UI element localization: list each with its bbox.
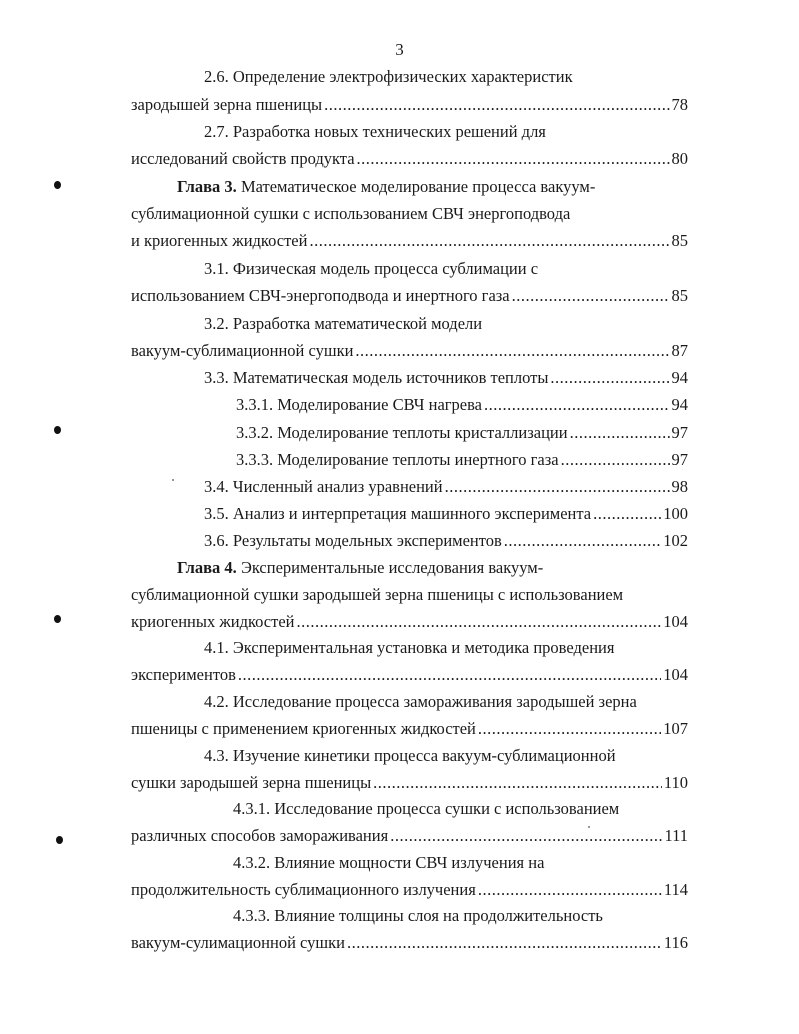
toc-page-number: 102 xyxy=(663,531,688,550)
scan-hole-mark xyxy=(54,615,61,623)
chapter-title: Экспериментальные исследования вакуум- xyxy=(236,558,544,577)
toc-entry-chapter-3 xyxy=(131,230,688,252)
toc-page-number: 110 xyxy=(663,773,688,792)
toc-entry-4-2-line-1: 4.2. Исследование процесса замораживания зародышей зерна xyxy=(204,692,637,711)
dot-leader xyxy=(593,503,661,525)
scan-hole-mark xyxy=(54,181,61,189)
toc-page-number: 97 xyxy=(671,423,688,442)
dot-leader xyxy=(445,476,670,498)
chapter-4-heading xyxy=(177,557,543,579)
dot-leader xyxy=(355,340,669,362)
dot-leader xyxy=(561,449,670,471)
toc-entry-3-2 xyxy=(131,340,688,362)
toc-entry-3-1-line-1: 3.1. Физическая модель процесса сублимации с xyxy=(204,259,539,278)
toc-entry-3-1 xyxy=(131,285,688,307)
dot-leader xyxy=(357,148,670,170)
toc-page-number: 100 xyxy=(663,504,688,523)
toc-entry-4-3-1 xyxy=(131,825,688,847)
toc-entry-title: экспериментов xyxy=(131,665,236,684)
toc-entry-title: сушки зародышей зерна пшеницы xyxy=(131,773,372,792)
toc-entry-3-4 xyxy=(204,476,688,498)
toc-entry-3-6 xyxy=(204,530,688,552)
chapter-label: Глава 3. xyxy=(177,177,237,196)
toc-entry-title: продолжительность сублимационного излучения xyxy=(131,880,476,899)
toc-page-number: 94 xyxy=(671,368,688,387)
toc-entry-4-1-line-1: 4.1. Экспериментальная установка и методика проведения xyxy=(204,638,615,657)
toc-entry-2-7-line-1: 2.7. Разработка новых технических решений для xyxy=(204,122,546,141)
toc-entry-title: различных способов замораживания xyxy=(131,826,389,845)
toc-entry-title: пшеницы с применением криогенных жидкостей xyxy=(131,719,476,738)
chapter-label: Глава 4. xyxy=(177,558,237,577)
toc-entry-title: 3.3. Математическая модель источников теплоты xyxy=(204,368,549,387)
dot-leader xyxy=(512,285,670,307)
dot-leader xyxy=(324,94,669,116)
toc-entry-title: 3.6. Результаты модельных экспериментов xyxy=(204,531,502,550)
toc-entry-4-3-3-line-1: 4.3.3. Влияние толщины слоя на продолжительность xyxy=(233,906,603,925)
toc-entry-3-3-1 xyxy=(236,394,688,416)
toc-entry-title: использованием СВЧ-энергоподвода и инертного газа xyxy=(131,286,510,305)
toc-page-number: 78 xyxy=(671,95,688,114)
toc-page-number: 114 xyxy=(663,880,688,899)
toc-entry-3-3-3 xyxy=(236,449,688,471)
dot-leader xyxy=(478,718,661,740)
dot-leader xyxy=(570,422,670,444)
toc-entry-4-3-line-1: 4.3. Изучение кинетики процесса вакуум-сублимационной xyxy=(204,746,616,765)
toc-entry-chapter-4 xyxy=(131,611,688,633)
toc-entry-4-3-1-line-1: 4.3.1. Исследование процесса сушки с использованием xyxy=(233,799,620,818)
toc-entry-2-6 xyxy=(131,94,688,116)
toc-entry-title: 3.3.3. Моделирование теплоты инертного газа xyxy=(236,450,559,469)
toc-page-number: 104 xyxy=(663,665,688,684)
toc-entry-title: вакуум-сублимационной сушки xyxy=(131,341,354,360)
toc-entry-title: 3.3.2. Моделирование теплоты кристаллизации xyxy=(236,423,568,442)
toc-page-number: 85 xyxy=(671,231,688,250)
dot-leader xyxy=(484,394,669,416)
toc-entry-4-1 xyxy=(131,664,688,686)
toc-entry-2-6-line-1: 2.6. Определение электрофизических характеристик xyxy=(204,67,573,86)
scan-speck xyxy=(588,826,590,828)
chapter-3-heading xyxy=(177,176,595,198)
dot-leader xyxy=(390,825,662,847)
toc-page-number: 104 xyxy=(663,612,688,631)
chapter-title: Математическое моделирование процесса вакуум- xyxy=(236,177,596,196)
toc-page-number: 97 xyxy=(671,450,688,469)
dot-leader xyxy=(297,611,662,633)
dot-leader xyxy=(309,230,669,252)
toc-entry-title: 3.3.1. Моделирование СВЧ нагрева xyxy=(236,395,483,414)
toc-entry-title: 3.4. Численный анализ уравнений xyxy=(204,477,443,496)
toc-entry-title: криогенных жидкостей xyxy=(131,612,295,631)
toc-entry-4-3-3 xyxy=(131,932,688,954)
toc-entry-3-3-2 xyxy=(236,422,688,444)
toc-page-number: 98 xyxy=(671,477,688,496)
dot-leader xyxy=(478,879,662,901)
toc-entry-3-3 xyxy=(204,367,688,389)
toc-entry-title: исследований свойств продукта xyxy=(131,149,355,168)
toc-page-number: 107 xyxy=(663,719,688,738)
toc-entry-4-3-2 xyxy=(131,879,688,901)
dot-leader xyxy=(550,367,669,389)
chapter-4-line-2: сублимационной сушки зародышей зерна пшеницы с использованием xyxy=(131,585,624,604)
toc-page-number: 111 xyxy=(664,826,688,845)
toc-page-number: 94 xyxy=(671,395,688,414)
dot-leader xyxy=(238,664,661,686)
dot-leader xyxy=(373,772,662,794)
toc-page-number: 80 xyxy=(671,149,688,168)
scan-hole-mark xyxy=(54,426,61,434)
chapter-3-line-2: сублимационной сушки с использованием СВЧ энергоподвода xyxy=(131,204,571,223)
scan-hole-mark xyxy=(56,836,63,844)
toc-entry-4-2 xyxy=(131,718,688,740)
dot-leader xyxy=(347,932,662,954)
scan-speck xyxy=(172,479,174,481)
page-number: 3 xyxy=(395,40,404,59)
toc-entry-4-3 xyxy=(131,772,688,794)
toc-page-number: 85 xyxy=(671,286,688,305)
toc-entry-title: вакуум-сулимационной сушки xyxy=(131,933,345,952)
toc-entry-title: зародышей зерна пшеницы xyxy=(131,95,323,114)
toc-entry-title: 3.5. Анализ и интерпретация машинного эксперимента xyxy=(204,504,592,523)
toc-entry-4-3-2-line-1: 4.3.2. Влияние мощности СВЧ излучения на xyxy=(233,853,545,872)
toc-entry-title: и криогенных жидкостей xyxy=(131,231,308,250)
toc-page-number: 87 xyxy=(671,341,688,360)
toc-entry-3-2-line-1: 3.2. Разработка математической модели xyxy=(204,314,483,333)
toc-page-number: 116 xyxy=(663,933,688,952)
toc-entry-3-5 xyxy=(204,503,688,525)
toc-entry-2-7 xyxy=(131,148,688,170)
dot-leader xyxy=(504,530,661,552)
